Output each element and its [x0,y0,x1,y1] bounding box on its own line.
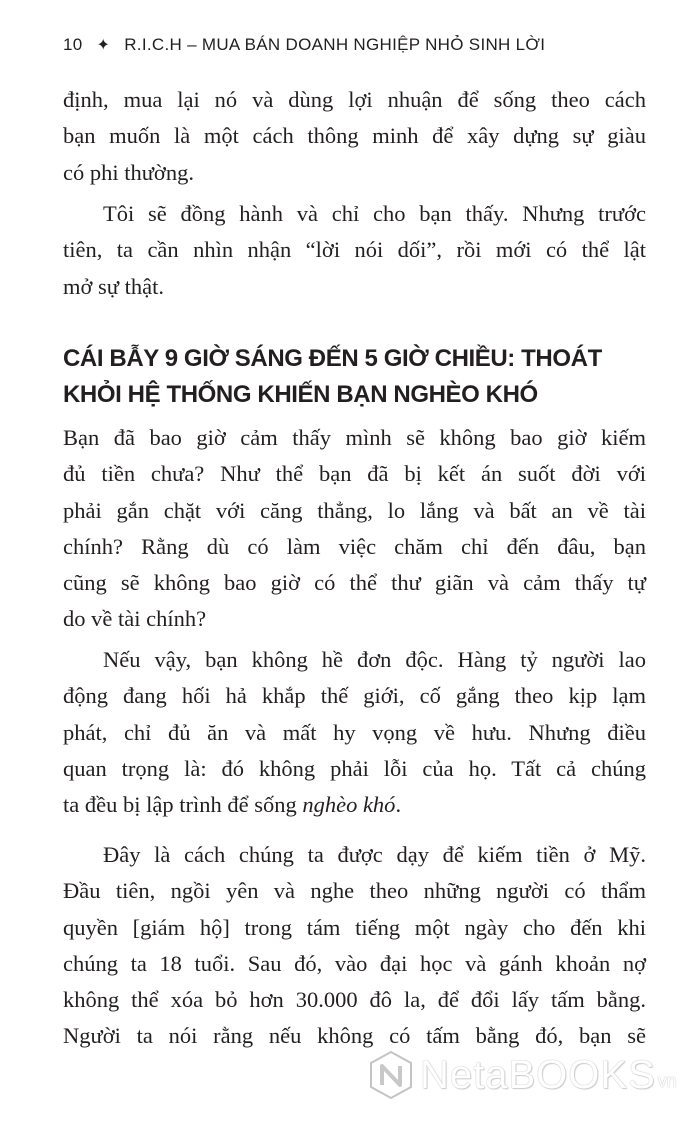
text-line: Đầu tiên, ngồi yên và nghe theo những người có thẩm [63,878,646,904]
heading-line: KHỎI HỆ THỐNG KHIẾN BẠN NGHÈO KHÓ [63,381,538,408]
emphasis-text: nghèo khó [302,792,396,818]
text-line: có phi thường. [63,159,194,185]
paragraph-continued [63,82,646,191]
watermark-suffix: vn [657,1070,677,1091]
text-line: đủ tiền chưa? Như thể bạn đã bị kết án suốt đời với [63,461,646,487]
text-line: định, mua lại nó và dùng lợi nhuận để sống theo cách [63,87,646,112]
paragraph [63,196,646,305]
paragraph [63,837,646,1055]
text-line: Bạn đã bao giờ cảm thấy mình sẽ không bao giờ kiếm [63,425,646,450]
text-line: tiên, ta cần nhìn nhận “lời nói dối”, rồi mới có thể lật [63,237,646,263]
text-line: Nếu vậy, bạn không hề đơn độc. Hàng tỷ người lao [103,647,646,672]
book-title: R.I.C.H – MUA BÁN DOANH NGHIỆP NHỎ SINH LỜI [124,35,546,54]
text-line: không thể xóa bỏ hơn 30.000 đô la, để đổi lấy tấm bằng. [63,987,646,1013]
page-number: 10 [63,35,83,54]
watermark-brand: NetaBOOKS [420,1052,656,1097]
text-line: quan trọng là: đó không phải lỗi của họ. Tất cả chúng [63,755,646,781]
running-header [63,33,545,57]
text-line: chúng ta 18 tuổi. Sau đó, vào đại học và gánh khoản nợ [63,950,646,976]
heading-line: CÁI BẪY 9 GIỜ SÁNG ĐẾN 5 GIỜ CHIỀU: THOÁT [63,345,602,372]
text-line: bạn muốn là một cách thông minh để xây dựng sự giàu [63,123,646,149]
text-line: phát, chỉ đủ ăn và mất hy vọng về hưu. Nhưng điều [63,719,646,745]
four-point-star-icon: ✦ [96,37,111,54]
text-line [63,787,646,823]
text-line: quyền [giám hộ] trong tám tiếng một ngày cho đến khi [63,914,646,940]
text-line: Người ta nói rằng nếu không có tấm bằng đó, bạn sẽ [63,1023,646,1049]
text-line: Đây là cách chúng ta được dạy để kiếm tiền ở Mỹ. [103,842,646,867]
text-run: ta đều bị lập trình để sống [63,792,303,818]
hexagon-n-logo-icon [368,1050,414,1100]
paragraph [63,642,646,823]
watermark [368,1050,677,1100]
section-heading [63,341,663,413]
text-line: động đang hối hả khắp thế giới, cố gắng theo kịp lạm [63,683,646,709]
text-line: mở sự thật. [63,273,164,299]
text-line: chính? Rằng dù có làm việc chăm chỉ đến đâu, bạn [63,533,646,559]
text-run: . [395,792,402,818]
text-line: Tôi sẽ đồng hành và chỉ cho bạn thấy. Nhưng trước [103,201,646,226]
text-line: phải gắn chặt với căng thẳng, lo lắng và bất an về tài [63,497,646,523]
text-line: do về tài chính? [63,606,207,632]
paragraph [63,420,646,638]
text-line: cũng sẽ không bao giờ có thể thư giãn và cảm thấy tự [63,570,646,596]
